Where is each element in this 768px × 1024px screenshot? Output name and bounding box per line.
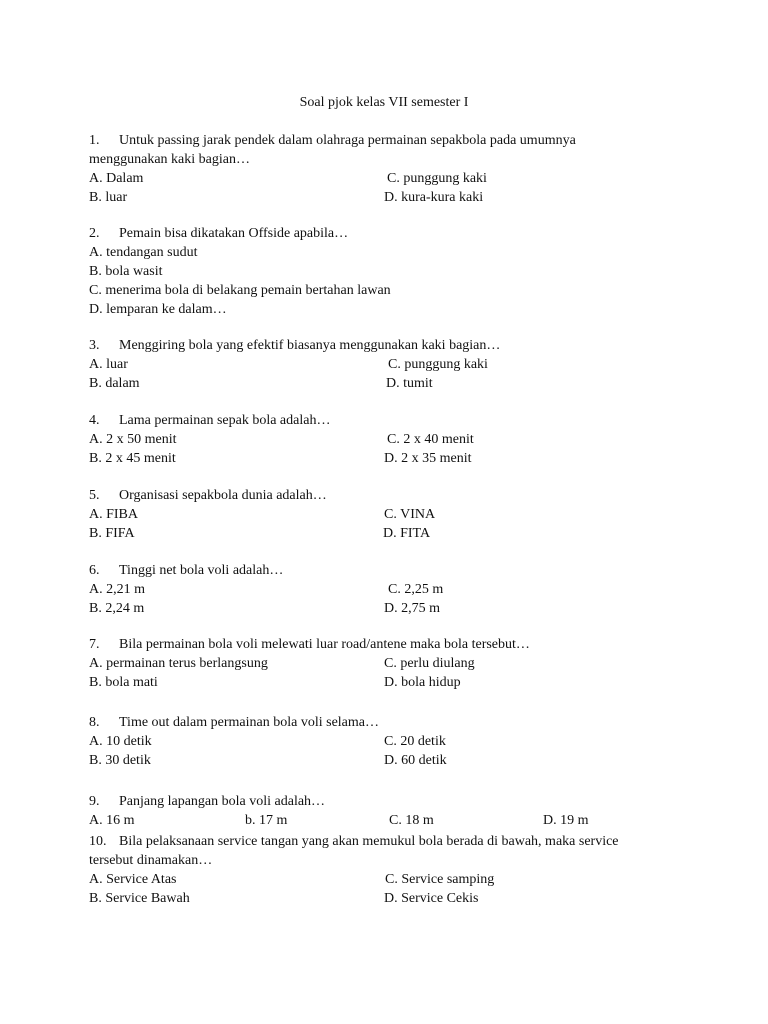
option-a: A. 2,21 m [89, 582, 145, 597]
option-c: C. punggung kaki [387, 171, 487, 186]
question-number: 2. [89, 226, 100, 241]
option-c: C. 18 m [389, 813, 434, 828]
question-number: 8. [89, 715, 100, 730]
question-9 [89, 792, 689, 830]
question-text: 4. Lama permainan sepak bola adalah… [89, 413, 331, 428]
option-c: C. punggung kaki [388, 357, 488, 372]
question-1 [89, 131, 689, 207]
option-d: D. lemparan ke dalam… [89, 302, 227, 317]
option-d: D. 19 m [543, 813, 589, 828]
question-number: 10. [89, 834, 107, 849]
question-number: 9. [89, 794, 100, 809]
option-d: D. 2,75 m [384, 601, 440, 616]
option-a: A. luar [89, 357, 128, 372]
question-text-continued: menggunakan kaki bagian… [89, 152, 250, 167]
option-d: D. FITA [383, 526, 431, 541]
option-b: B. Service Bawah [89, 891, 190, 906]
question-text: 5. Organisasi sepakbola dunia adalah… [89, 488, 327, 503]
option-a: A. 16 m [89, 813, 135, 828]
question-number: 5. [89, 488, 100, 503]
option-b: B. 2 x 45 menit [89, 451, 176, 466]
option-a: A. 2 x 50 menit [89, 432, 177, 447]
question-text: 6. Tinggi net bola voli adalah… [89, 563, 284, 578]
question-text: 7. Bila permainan bola voli melewati luar road/antene maka bola tersebut… [89, 637, 530, 652]
option-d: D. 60 detik [384, 753, 447, 768]
option-a: A. tendangan sudut [89, 245, 198, 260]
option-c: C. VINA [384, 507, 436, 522]
question-text: 2. Pemain bisa dikatakan Offside apabila… [89, 226, 349, 241]
option-b: B. FIFA [89, 526, 135, 541]
option-a: A. 10 detik [89, 734, 152, 749]
option-b: b. 17 m [245, 813, 288, 828]
question-6 [89, 561, 689, 618]
question-text: 1. Untuk passing jarak pendek dalam olahraga permainan sepakbola pada umumnya [89, 133, 576, 148]
question-number: 1. [89, 133, 100, 148]
option-d: D. 2 x 35 menit [384, 451, 472, 466]
option-b: B. dalam [89, 376, 140, 391]
option-d: D. kura-kura kaki [384, 190, 484, 205]
option-d: D. bola hidup [384, 675, 461, 690]
question-number: 4. [89, 413, 100, 428]
option-a: A. Service Atas [89, 872, 177, 887]
question-text: 8. Time out dalam permainan bola voli selama… [89, 715, 379, 730]
question-8 [89, 713, 689, 770]
question-3 [89, 336, 689, 393]
option-d: D. Service Cekis [384, 891, 479, 906]
question-text: 3. Menggiring bola yang efektif biasanya menggunakan kaki bagian… [89, 338, 501, 353]
question-2 [89, 224, 689, 319]
option-a: A. Dalam [89, 171, 144, 186]
option-c: C. menerima bola di belakang pemain bertahan lawan [89, 283, 391, 298]
option-c: C. 2 x 40 menit [387, 432, 474, 447]
question-text: 9. Panjang lapangan bola voli adalah… [89, 794, 326, 809]
option-b: B. 30 detik [89, 753, 151, 768]
question-5 [89, 486, 689, 543]
option-b: B. 2,24 m [89, 601, 145, 616]
option-c: C. 20 detik [384, 734, 446, 749]
option-c: C. 2,25 m [388, 582, 444, 597]
option-c: C. Service samping [385, 872, 495, 887]
question-7 [89, 635, 689, 692]
question-4 [89, 411, 689, 468]
question-text: 10. Bila pelaksanaan service tangan yang akan memukul bola berada di bawah, maka service [89, 834, 619, 849]
option-b: B. bola mati [89, 675, 158, 690]
question-number: 3. [89, 338, 100, 353]
option-b: B. bola wasit [89, 264, 163, 279]
question-10 [89, 832, 689, 908]
question-number: 7. [89, 637, 100, 652]
question-text-continued: tersebut dinamakan… [89, 853, 213, 868]
option-d: D. tumit [386, 376, 433, 391]
question-number: 6. [89, 563, 100, 578]
option-a: A. FIBA [89, 507, 139, 522]
option-b: B. luar [89, 190, 128, 205]
option-a: A. permainan terus berlangsung [89, 656, 268, 671]
option-c: C. perlu diulang [384, 656, 475, 671]
page-title: Soal pjok kelas VII semester I [299, 95, 469, 110]
